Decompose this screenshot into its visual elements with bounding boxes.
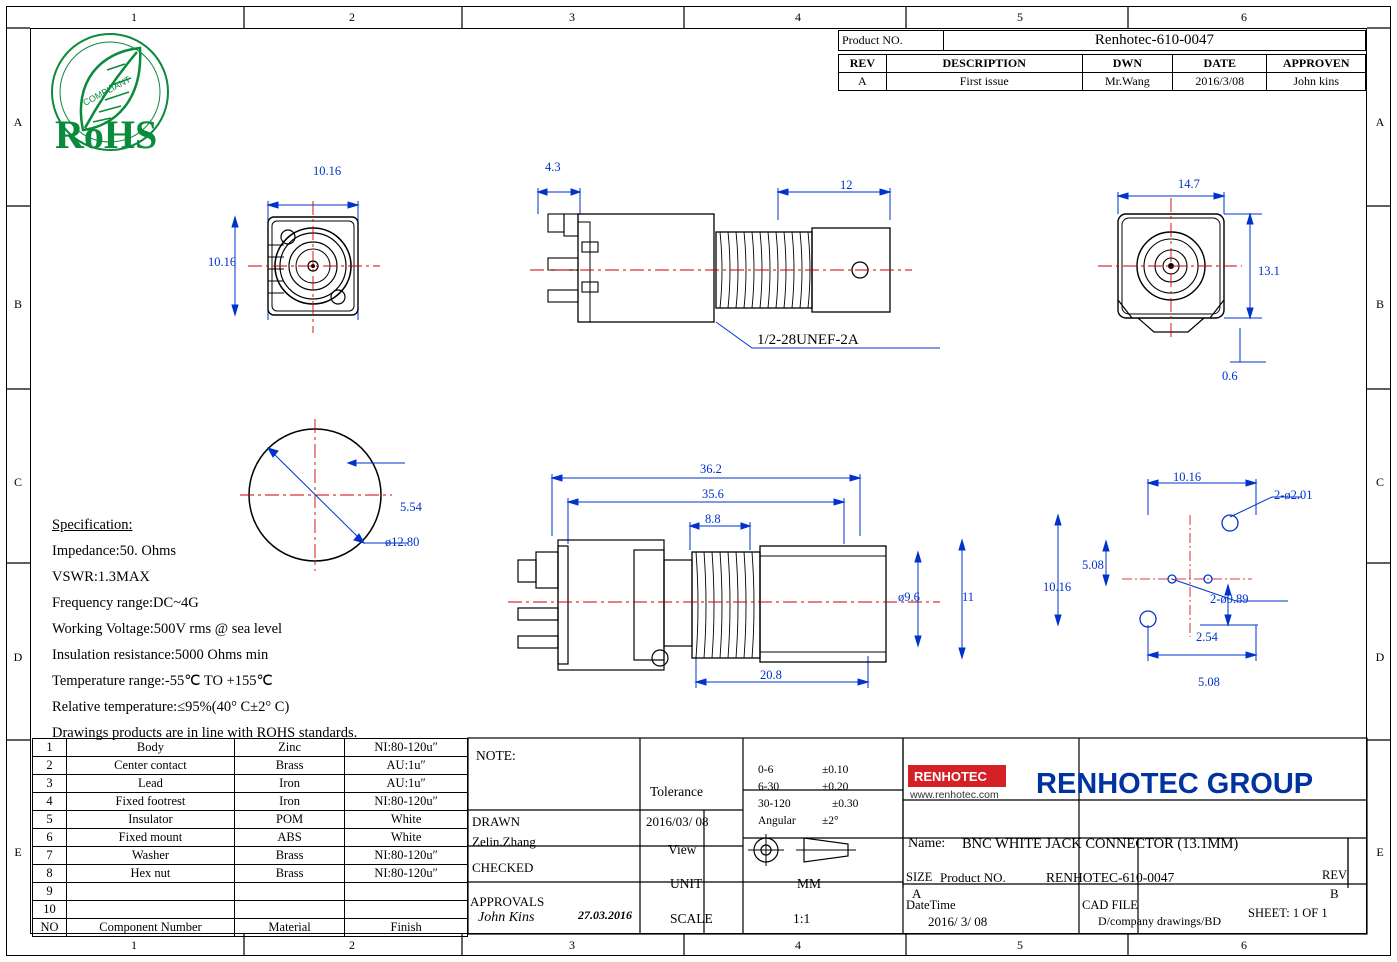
bom-name-4: Fixed footrest	[67, 793, 235, 811]
cadfile-label: CAD FILE	[1082, 898, 1138, 912]
bom-material-2: Brass	[234, 757, 344, 775]
bom-finish-10	[345, 901, 468, 919]
footprint-dim-top: 10.16	[1173, 470, 1202, 484]
sheet-label: SHEET: 1 OF 1	[1248, 906, 1328, 920]
bom-finish-2: AU:1u″	[345, 757, 468, 775]
row-mark-b: B	[13, 297, 22, 311]
bom-name-8: Hex nut	[67, 865, 235, 883]
section-dim-35-6: 35.6	[702, 487, 724, 501]
col-mark-3: 3	[569, 10, 575, 24]
bom-header-no: NO	[33, 919, 67, 937]
bom-no-3: 3	[33, 775, 67, 793]
titleblock-product-no-label: Product NO.	[940, 870, 1006, 885]
checked-label: CHECKED	[472, 860, 534, 875]
description-value: First issue	[886, 73, 1082, 91]
bom-finish-3: AU:1u″	[345, 775, 468, 793]
bom-name-7: Washer	[67, 847, 235, 865]
unit-value: MM	[797, 876, 822, 891]
specification-block	[52, 512, 357, 746]
tolerance-row-3-range: 30-120	[758, 798, 791, 810]
front-view-drawing	[240, 175, 500, 375]
bom-no-10: 10	[33, 901, 67, 919]
col-mark-1: 1	[131, 10, 137, 24]
bom-name-5: Insulator	[67, 811, 235, 829]
bom-header-material: Material	[234, 919, 344, 937]
tolerance-row-4-value: ±2°	[822, 815, 839, 827]
footprint-dim-left: 10.16	[1043, 580, 1072, 594]
bom-no-9: 9	[33, 883, 67, 901]
cadfile-value: D/company drawings/BD	[1098, 914, 1221, 928]
col-mark-5: 5	[1017, 10, 1023, 24]
table-row	[33, 829, 468, 847]
row-mark-a-right: A	[1375, 115, 1385, 129]
circle-dim-5-54: 5.54	[400, 500, 422, 514]
specification-line-7: Relative temperature:≤95%(40° C±2° C)	[52, 699, 290, 715]
row-mark-d: D	[13, 650, 23, 664]
specification-line-8: Drawings products are in line with ROHS standards.	[52, 725, 358, 741]
footprint-callout-big-hole: 2-ø2.01	[1274, 488, 1313, 502]
col-mark-bottom-5: 5	[1017, 938, 1023, 952]
date-col-header: DATE	[1173, 55, 1267, 73]
col-mark-bottom-2: 2	[349, 938, 355, 952]
table-row	[33, 919, 468, 937]
section-view-drawing	[500, 450, 980, 710]
section-dim-8-8: 8.8	[705, 512, 721, 526]
col-mark-4: 4	[795, 10, 801, 24]
specification-line-6: Temperature range:-55℃ TO +155℃	[52, 673, 273, 689]
table-row	[33, 865, 468, 883]
svg-text:RENHOTEC: RENHOTEC	[914, 769, 987, 784]
bom-finish-4: NI:80-120u″	[345, 793, 468, 811]
tolerance-row-4-range: Angular	[758, 815, 796, 827]
size-label: SIZE	[906, 870, 933, 884]
description-col-header: DESCRIPTION	[886, 55, 1082, 73]
section-dim-36-2: 36.2	[700, 462, 722, 476]
brand-title: RENHOTEC GROUP	[1036, 768, 1314, 800]
rohs-logo	[45, 30, 175, 160]
rev-value: A	[839, 73, 887, 91]
specification-line-1: Impedance:50. Ohms	[52, 543, 177, 559]
specification-line-4: Working Voltage:500V rms @ sea level	[52, 621, 283, 637]
bom-table	[32, 738, 468, 937]
section-dim-20-8: 20.8	[760, 668, 782, 682]
bom-no-7: 7	[33, 847, 67, 865]
col-mark-6: 6	[1241, 10, 1247, 24]
row-mark-c-right: C	[1375, 475, 1384, 489]
specification-line-5: Insulation resistance:5000 Ohms min	[52, 647, 269, 663]
bom-material-4: Iron	[234, 793, 344, 811]
bom-no-2: 2	[33, 757, 67, 775]
footprint-dim-2-54: 2.54	[1196, 630, 1218, 644]
bom-finish-9	[345, 883, 468, 901]
side-view-drawing	[520, 170, 920, 370]
bom-finish-5: White	[345, 811, 468, 829]
col-mark-bottom-1: 1	[131, 938, 137, 952]
specification-line-3: Frequency range:DC~4G	[52, 595, 199, 611]
bom-material-9	[234, 883, 344, 901]
date-value: 2016/3/08	[1173, 73, 1267, 91]
row-mark-e: E	[14, 845, 22, 859]
row-mark-d-right: D	[1375, 650, 1385, 664]
projection-symbol-icon	[744, 832, 894, 872]
footprint-callout-small-hole: 2-ø0.89	[1210, 592, 1249, 606]
tolerance-label: Tolerance	[650, 784, 704, 799]
tolerance-row-1-value: ±0.10	[822, 764, 849, 776]
approvals-date: 27.03.2016	[578, 908, 632, 922]
rear-dim-right: 13.1	[1258, 264, 1280, 278]
product-no-value: Renhotec-610-0047	[944, 31, 1366, 51]
revision-rows	[838, 54, 1366, 91]
dwn-col-header: DWN	[1082, 55, 1172, 73]
bom-finish-6: White	[345, 829, 468, 847]
titleblock-product-no-value: RENHOTEC-610-0047	[1046, 870, 1175, 885]
bom-name-2: Center contact	[67, 757, 235, 775]
table-row	[33, 757, 468, 775]
bom-name-6: Fixed mount	[67, 829, 235, 847]
svg-text:COMPLIANT: COMPLIANT	[81, 74, 133, 108]
side-dim-4-3: 4.3	[545, 160, 561, 174]
row-mark-a: A	[13, 115, 23, 129]
scale-value: 1:1	[793, 911, 811, 926]
revision-table	[838, 30, 1366, 51]
circle-dim-dia: ø12.80	[385, 535, 420, 549]
name-label: Name:	[908, 836, 946, 851]
footprint-dim-5-08-bottom: 5.08	[1198, 675, 1220, 689]
product-no-label: Product NO.	[839, 31, 944, 51]
bom-no-8: 8	[33, 865, 67, 883]
view-label: View	[668, 842, 697, 857]
front-dim-top: 10.16	[313, 164, 342, 178]
bom-material-8: Brass	[234, 865, 344, 883]
bom-finish-7: NI:80-120u″	[345, 847, 468, 865]
tolerance-row-1-range: 0-6	[758, 764, 774, 776]
unit-label: UNIT	[670, 876, 703, 891]
titleblock-rev-value: B	[1330, 886, 1339, 901]
rear-view-drawing	[1090, 172, 1350, 372]
col-mark-bottom-3: 3	[569, 938, 575, 952]
approvals-label: APPROVALS	[470, 894, 545, 909]
drawn-date: 2016/03/ 08	[646, 814, 709, 829]
bom-name-10	[67, 901, 235, 919]
bom-material-3: Iron	[234, 775, 344, 793]
section-dim-11: 11	[962, 590, 975, 604]
rear-dim-bottom: 0.6	[1222, 369, 1238, 383]
table-row	[33, 883, 468, 901]
rev-col-header: REV	[839, 55, 887, 73]
datetime-label: DateTime	[906, 898, 956, 912]
bom-finish-8: NI:80-120u″	[345, 865, 468, 883]
bom-finish-1: NI:80-120u″	[345, 739, 468, 757]
rear-dim-top: 14.7	[1178, 177, 1200, 191]
col-mark-bottom-4: 4	[795, 938, 801, 952]
footprint-dim-5-08-inner: 5.08	[1082, 558, 1104, 572]
row-mark-e-right: E	[1376, 845, 1384, 859]
bom-name-9	[67, 883, 235, 901]
bom-name-1: Body	[67, 739, 235, 757]
table-row	[33, 775, 468, 793]
bom-material-7: Brass	[234, 847, 344, 865]
bom-header-finish: Finish	[345, 919, 468, 937]
bom-no-5: 5	[33, 811, 67, 829]
bom-no-1: 1	[33, 739, 67, 757]
front-dim-left: 10.16	[208, 255, 237, 269]
table-row	[33, 901, 468, 919]
svg-text:RoHS: RoHS	[55, 112, 158, 157]
bom-material-5: POM	[234, 811, 344, 829]
thread-callout: 1/2-28UNEF-2A	[757, 332, 859, 348]
name-value: BNC WHITE JACK CONNECTOR (13.1MM)	[962, 836, 1239, 852]
bom-no-6: 6	[33, 829, 67, 847]
scale-label: SCALE	[670, 911, 713, 926]
bom-material-1: Zinc	[234, 739, 344, 757]
approven-col-header: APPROVEN	[1267, 55, 1366, 73]
section-dim-dia-9-6: ø9.6	[898, 590, 920, 604]
drawn-name: Zelin.Zhang	[472, 834, 536, 849]
row-mark-c: C	[13, 475, 22, 489]
drawn-label: DRAWN	[472, 814, 521, 829]
col-mark-2: 2	[349, 10, 355, 24]
bom-material-6: ABS	[234, 829, 344, 847]
bom-no-4: 4	[33, 793, 67, 811]
datetime-value: 2016/ 3/ 08	[928, 914, 988, 929]
table-row	[33, 739, 468, 757]
side-dim-12: 12	[840, 178, 853, 192]
specification-title: Specification:	[52, 517, 133, 533]
col-mark-bottom-6: 6	[1241, 938, 1247, 952]
note-label: NOTE:	[476, 748, 516, 763]
bom-header-component: Component Number	[67, 919, 235, 937]
bom-material-10	[234, 901, 344, 919]
tolerance-row-3-value: ±0.30	[832, 798, 859, 810]
table-row	[33, 793, 468, 811]
tolerance-row-2-range: 6-30	[758, 781, 780, 793]
table-row	[33, 847, 468, 865]
bom-name-3: Lead	[67, 775, 235, 793]
table-row	[33, 811, 468, 829]
titleblock-rev-label: REV	[1322, 868, 1347, 882]
specification-line-2: VSWR:1.3MAX	[52, 569, 150, 585]
approven-value: John kins	[1267, 73, 1366, 91]
row-mark-b-right: B	[1375, 297, 1384, 311]
size-value: A	[912, 886, 922, 901]
renhotec-url: www.renhotec.com	[910, 789, 999, 801]
tolerance-row-2-value: ±0.20	[822, 781, 849, 793]
approvals-signature: John Kins	[478, 910, 535, 925]
dwn-value: Mr.Wang	[1082, 73, 1172, 91]
